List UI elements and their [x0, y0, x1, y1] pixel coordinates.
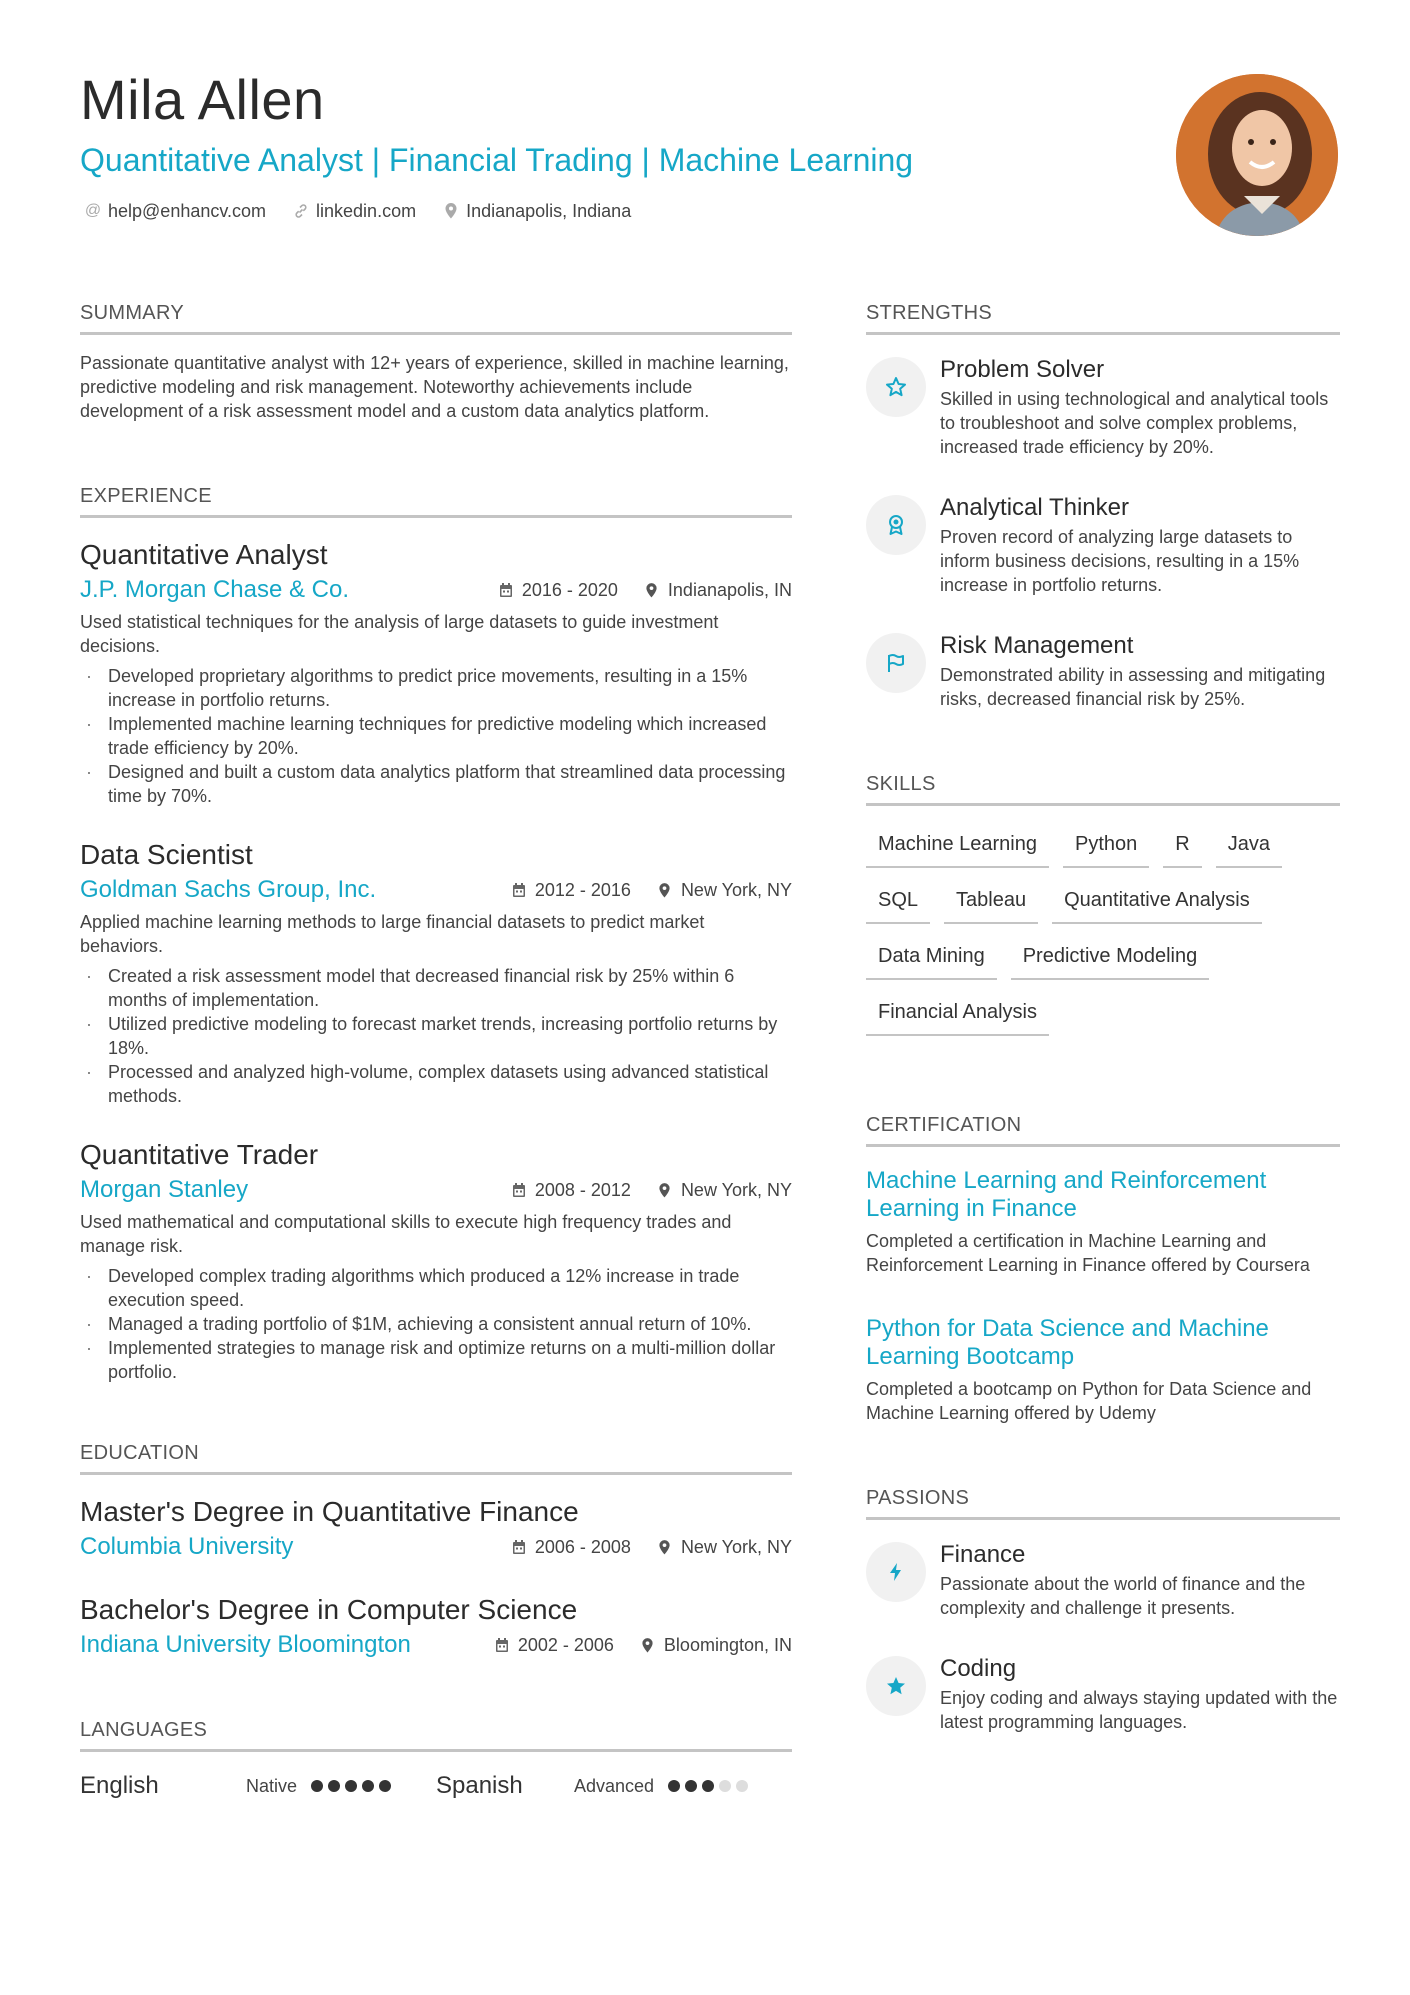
- job-meta: [511, 1180, 792, 1201]
- job-bullets: [80, 964, 792, 1108]
- education-item: [80, 1593, 792, 1661]
- job-bullet: · Developed proprietary algorithms to predict price movements, resulting in a 15% increase in portfolio returns.: [86, 666, 748, 710]
- languages-row: [80, 1772, 792, 1800]
- education-meta: [511, 1537, 792, 1558]
- strength-title: Problem Solver: [940, 356, 1105, 383]
- proficiency-dot: [685, 1780, 697, 1792]
- calendar-icon: [498, 582, 514, 598]
- education-section: [80, 1440, 792, 1661]
- contact-linkedin-text: linkedin.com: [316, 201, 417, 221]
- proficiency-dot: [328, 1780, 340, 1792]
- job-bullet-text: Implemented strategies to manage risk and optimize returns on a multi-million dollar portfolio.: [108, 1338, 776, 1382]
- job-location-text: Indianapolis, IN: [667, 579, 792, 600]
- education-school-row: [80, 1629, 792, 1661]
- job-dates: [498, 580, 618, 601]
- star-outline-icon: [866, 357, 926, 417]
- skill-tag: Tableau: [944, 882, 1038, 924]
- passion-title: Finance: [940, 1541, 1026, 1568]
- calendar-icon: [511, 1539, 527, 1555]
- education-dates-text: 2006 - 2008: [534, 1536, 631, 1557]
- strength-description: Proven record of analyzing large datasets to inform business decisions, resulting in a 15% increase in portfolio returns.: [940, 527, 1300, 595]
- certification-title: Python for Data Science and Machine Learning Bootcamp: [866, 1315, 1269, 1370]
- language-item: [436, 1772, 792, 1800]
- summary-heading: SUMMARY: [80, 300, 792, 335]
- link-icon: [292, 202, 310, 220]
- passion-title: Coding: [940, 1655, 1017, 1682]
- job-location: [657, 1180, 792, 1201]
- location-icon: [640, 1637, 656, 1654]
- summary-text: Passionate quantitative analyst with 12+ years of experience, skilled in machine learning, predictive modeling and risk management. Noteworthy achievements include development of a risk assessment model and a custom data analytics platform.: [80, 353, 789, 421]
- experience-heading: EXPERIENCE: [80, 483, 792, 518]
- candidate-name: Mila Allen: [80, 68, 325, 131]
- strength-item: [866, 631, 1340, 711]
- strength-description: Skilled in using technological and analytical tools to troubleshoot and solve complex problems, increased trade efficiency by 20%.: [940, 389, 1329, 457]
- skill-tag: Python: [1063, 826, 1149, 868]
- strength-item: [866, 493, 1340, 597]
- languages-section: [80, 1717, 792, 1800]
- proficiency-dot: [668, 1780, 680, 1792]
- strength-description: Demonstrated ability in assessing and mitigating risks, decreased financial risk by 25%.: [940, 665, 1326, 709]
- flag-icon: [866, 633, 926, 693]
- job-bullets: [80, 664, 792, 808]
- experience-item: [80, 538, 792, 808]
- job-location: [657, 880, 792, 901]
- job-company: Goldman Sachs Group, Inc.: [80, 876, 377, 903]
- job-bullet-text: Created a risk assessment model that decreased financial risk by 25% within 6 months of implementation.: [108, 966, 735, 1010]
- certification-section: [866, 1112, 1340, 1425]
- job-dates-text: 2016 - 2020: [521, 579, 618, 600]
- language-name: Spanish: [436, 1772, 523, 1799]
- job-dates: [511, 1180, 631, 1201]
- award-icon: [866, 495, 926, 555]
- passions-section: [866, 1485, 1340, 1734]
- skill-tag: Data Mining: [866, 938, 997, 980]
- certification-description: Completed a certification in Machine Learning and Reinforcement Learning in Finance offered by Coursera: [866, 1231, 1310, 1275]
- job-dates-text: 2008 - 2012: [534, 1179, 631, 1200]
- education-dates: [511, 1537, 631, 1558]
- summary-section: [80, 300, 792, 423]
- strengths-heading: STRENGTHS: [866, 300, 1340, 335]
- job-company-row: [80, 1174, 792, 1206]
- contact-email[interactable]: [84, 198, 266, 224]
- school-name: Columbia University: [80, 1533, 294, 1560]
- job-role: Quantitative Trader: [80, 1139, 319, 1170]
- at-icon: @: [84, 202, 102, 219]
- job-bullet-text: Developed proprietary algorithms to predict price movements, resulting in a 15% increase in portfolio returns.: [108, 666, 748, 710]
- education-location: [657, 1537, 792, 1558]
- passion-item: [866, 1654, 1340, 1734]
- job-location-text: New York, NY: [680, 879, 792, 900]
- contact-location: [442, 198, 631, 224]
- passions-heading: PASSIONS: [866, 1485, 1340, 1520]
- location-icon: [657, 1539, 673, 1556]
- job-location-text: New York, NY: [680, 1179, 792, 1200]
- job-bullet-text: Developed complex trading algorithms which produced a 12% increase in trade execution speed.: [108, 1266, 740, 1310]
- job-meta: [498, 580, 792, 601]
- calendar-icon: [511, 1182, 527, 1198]
- language-proficiency-dots: [311, 1780, 391, 1792]
- job-meta: [511, 880, 792, 901]
- skills-list: [866, 826, 1340, 1036]
- job-bullet-text: Managed a trading portfolio of $1M, achieving a consistent annual return of 10%.: [108, 1314, 752, 1334]
- language-proficiency-dots: [668, 1780, 748, 1792]
- education-location: [640, 1635, 792, 1656]
- proficiency-dot: [736, 1780, 748, 1792]
- job-company-row: [80, 574, 792, 606]
- language-level: Advanced: [574, 1775, 655, 1796]
- job-description: Used statistical techniques for the analysis of large datasets to guide investment decisions.: [80, 612, 719, 656]
- job-description: Applied machine learning methods to large financial datasets to predict market behaviors.: [80, 912, 705, 956]
- contact-location-text: Indianapolis, Indiana: [466, 201, 632, 221]
- job-bullet: · Developed complex trading algorithms which produced a 12% increase in trade execution speed.: [86, 1266, 740, 1310]
- job-bullets: [80, 1264, 792, 1384]
- job-bullet: · Created a risk assessment model that decreased financial risk by 25% within 6 months of implementation.: [86, 966, 735, 1010]
- lightning-icon: [866, 1542, 926, 1602]
- job-company-row: [80, 874, 792, 906]
- strength-title: Risk Management: [940, 632, 1134, 659]
- strengths-section: [866, 300, 1340, 711]
- left-column: [80, 300, 792, 1800]
- strength-title: Analytical Thinker: [940, 494, 1129, 521]
- job-dates-text: 2012 - 2016: [534, 879, 631, 900]
- location-icon: [657, 882, 673, 899]
- job-location: [644, 580, 792, 601]
- job-role: Quantitative Analyst: [80, 539, 328, 570]
- certification-description: Completed a bootcamp on Python for Data Science and Machine Learning offered by Udemy: [866, 1379, 1312, 1423]
- passion-item: [866, 1540, 1340, 1620]
- skill-tag: Financial Analysis: [866, 994, 1049, 1036]
- passion-description: Enjoy coding and always staying updated with the latest programming languages.: [940, 1688, 1338, 1732]
- profile-photo: [1176, 74, 1338, 236]
- right-column: [866, 300, 1340, 1734]
- education-location-text: Bloomington, IN: [663, 1634, 792, 1655]
- job-bullet: · Processed and analyzed high-volume, complex datasets using advanced statistical methods.: [86, 1062, 769, 1106]
- job-company: Morgan Stanley: [80, 1176, 249, 1203]
- language-level: Native: [246, 1775, 298, 1796]
- job-company: J.P. Morgan Chase & Co.: [80, 576, 350, 603]
- contact-linkedin[interactable]: [292, 198, 416, 224]
- skill-tag: Predictive Modeling: [1011, 938, 1210, 980]
- degree-title: Bachelor's Degree in Computer Science: [80, 1594, 578, 1625]
- experience-section: [80, 483, 792, 1384]
- contact-bar: [84, 198, 631, 224]
- star-filled-icon: [866, 1656, 926, 1716]
- job-bullet-text: Processed and analyzed high-volume, complex datasets using advanced statistical methods.: [108, 1062, 769, 1106]
- skill-tag: Machine Learning: [866, 826, 1049, 868]
- proficiency-dot: [345, 1780, 357, 1792]
- job-bullet-text: Utilized predictive modeling to forecast market trends, increasing portfolio returns by 18%.: [108, 1014, 778, 1058]
- location-icon: [644, 582, 660, 599]
- job-role: Data Scientist: [80, 839, 253, 870]
- education-heading: EDUCATION: [80, 1440, 792, 1475]
- certification-heading: CERTIFICATION: [866, 1112, 1340, 1147]
- job-bullet: · Managed a trading portfolio of $1M, achieving a consistent annual return of 10%.: [86, 1314, 752, 1334]
- job-bullet: · Implemented machine learning techniques for predictive modeling which increased trade efficiency by 20%.: [86, 714, 767, 758]
- education-meta: [494, 1635, 792, 1656]
- skill-tag: Java: [1216, 826, 1282, 868]
- skills-heading: SKILLS: [866, 771, 1340, 806]
- skill-tag: R: [1163, 826, 1201, 868]
- experience-item: [80, 1138, 792, 1384]
- certification-title: Machine Learning and Reinforcement Learning in Finance: [866, 1167, 1267, 1222]
- job-description: Used mathematical and computational skills to execute high frequency trades and manage risk.: [80, 1212, 732, 1256]
- language-item: [80, 1772, 436, 1800]
- proficiency-dot: [311, 1780, 323, 1792]
- proficiency-dot: [702, 1780, 714, 1792]
- language-name: English: [80, 1772, 159, 1799]
- calendar-icon: [494, 1637, 510, 1653]
- calendar-icon: [511, 882, 527, 898]
- skills-section: [866, 771, 1340, 1036]
- location-icon: [657, 1182, 673, 1199]
- job-dates: [511, 880, 631, 901]
- contact-email-text: help@enhancv.com: [108, 201, 267, 221]
- job-bullet-text: Designed and built a custom data analytics platform that streamlined data processing time by 70%.: [108, 762, 786, 806]
- experience-item: [80, 838, 792, 1108]
- skill-tag: SQL: [866, 882, 930, 924]
- proficiency-dot: [379, 1780, 391, 1792]
- skill-tag: Quantitative Analysis: [1052, 882, 1262, 924]
- job-bullet: · Designed and built a custom data analytics platform that streamlined data processing time by 70%.: [86, 762, 786, 806]
- languages-heading: LANGUAGES: [80, 1717, 792, 1752]
- job-bullet-text: Implemented machine learning techniques for predictive modeling which increased trade efficiency by 20%.: [108, 714, 767, 758]
- passion-description: Passionate about the world of finance and the complexity and challenge it presents.: [940, 1574, 1306, 1618]
- education-location-text: New York, NY: [680, 1536, 792, 1557]
- strength-item: [866, 355, 1340, 459]
- certification-item: [866, 1167, 1340, 1277]
- degree-title: Master's Degree in Quantitative Finance: [80, 1496, 579, 1527]
- job-bullet: · Implemented strategies to manage risk and optimize returns on a multi-million dollar portfolio.: [86, 1338, 776, 1382]
- job-bullet: · Utilized predictive modeling to forecast market trends, increasing portfolio returns by 18%.: [86, 1014, 778, 1058]
- education-dates: [494, 1635, 614, 1656]
- certification-item: [866, 1315, 1340, 1425]
- location-icon: [442, 202, 460, 220]
- education-dates-text: 2002 - 2006: [517, 1634, 614, 1655]
- education-school-row: [80, 1531, 792, 1563]
- education-item: [80, 1495, 792, 1563]
- proficiency-dot: [362, 1780, 374, 1792]
- proficiency-dot: [719, 1780, 731, 1792]
- candidate-title: Quantitative Analyst | Financial Trading | Machine Learning: [80, 142, 914, 178]
- school-name: Indiana University Bloomington: [80, 1631, 411, 1658]
